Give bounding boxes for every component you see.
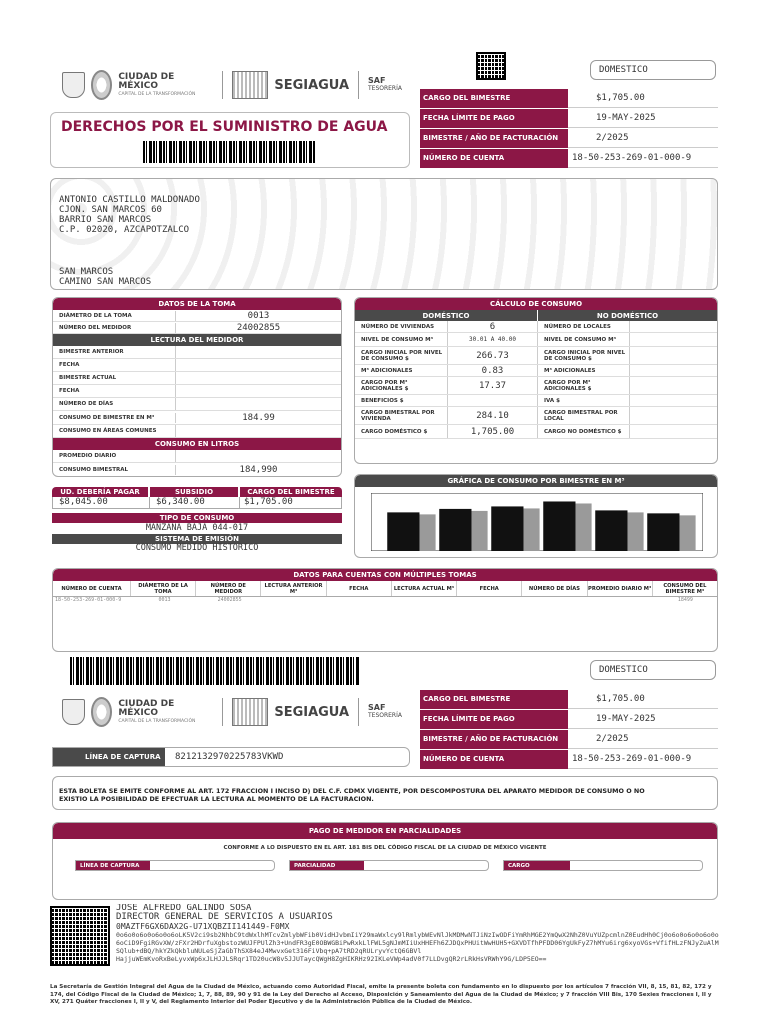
cuenta-value: 18-50-253-269-01-000-9 bbox=[568, 149, 718, 168]
qr-code-bottom bbox=[50, 906, 110, 966]
toma-row: BIMESTRE ANTERIOR bbox=[53, 346, 341, 359]
summary-row: BIMESTRE / AÑO DE FACTURACIÓN 2/2025 bbox=[420, 729, 718, 749]
debe-label: UD. DEBERÍA PAGAR bbox=[52, 487, 148, 497]
tipo-box-bottom bbox=[590, 660, 716, 680]
parcialidades-box bbox=[52, 822, 718, 900]
firma-hash-1: 0MAZTF6GX6DAX2G-U71XQBZII141449-F0MX bbox=[116, 922, 290, 931]
toma-row: PROMEDIO DIARIO bbox=[53, 450, 341, 463]
pago-cargo-value: $1,705.00 bbox=[239, 497, 341, 508]
multiples-title: DATOS PARA CUENTAS CON MÚLTIPLES TOMAS bbox=[53, 569, 717, 581]
pago-cargo-label: CARGO DEL BIMESTRE bbox=[240, 487, 342, 497]
grafica-title: GRÁFICA DE CONSUMO POR BIMESTRE EN M³ bbox=[355, 475, 717, 487]
toma-box bbox=[52, 297, 342, 477]
toma-row: CONSUMO BIMESTRAL 184,990 bbox=[53, 463, 341, 477]
barcode-bottom bbox=[70, 657, 360, 685]
multiples-col-header: NÚMERO DE CUENTA bbox=[53, 581, 131, 596]
toma-row: NÚMERO DE DÍAS bbox=[53, 398, 341, 411]
consumption-chart bbox=[371, 493, 703, 551]
multiples-data-row bbox=[53, 597, 717, 606]
header-logos bbox=[62, 68, 402, 102]
multiples-col-header: DIÁMETRO DE LA TOMA bbox=[131, 581, 196, 596]
multiples-col-header: FECHA bbox=[457, 581, 522, 596]
toma-row: FECHA bbox=[53, 359, 341, 372]
multiples-cell: 18499 bbox=[677, 597, 693, 603]
toma-row: FECHA bbox=[53, 385, 341, 398]
cdmx-logo-text bbox=[118, 73, 213, 98]
toma-row: CONSUMO EN ÁREAS COMUNES bbox=[53, 425, 341, 438]
divider bbox=[358, 71, 359, 99]
multiples-cell bbox=[587, 597, 652, 606]
cdmx-name: CIUDAD DE MÉXICO bbox=[118, 71, 175, 91]
firma-name: JOSE ALFREDO GALINDO SOSA bbox=[116, 904, 252, 913]
calculo-title: CÁLCULO DE CONSUMO bbox=[355, 298, 717, 310]
tipo-box-top bbox=[590, 60, 716, 80]
cdmx-logo-text: CIUDAD DE MÉXICO CAPITAL DE LA TRANSFORMACIÓN bbox=[118, 698, 196, 724]
address-extra-2: CAMINO SAN MARCOS bbox=[59, 277, 152, 287]
multiples-cell bbox=[261, 597, 326, 606]
grafica-box bbox=[354, 474, 718, 558]
parcialidades-text: CONFORME A LO DISPUESTO EN EL ART. 181 BIS DEL CÓDIGO FISCAL DE LA CIUDAD DE MÉXICO VIGENTE bbox=[223, 845, 547, 851]
multiples-cell: 0013 bbox=[158, 597, 171, 603]
divider bbox=[222, 698, 223, 726]
multiples-col-header: CONSUMO DEL BIMESTRE M³ bbox=[663, 582, 707, 595]
firma-hash-2: 0o6o0o6o0o6o0o6oLK5V2ci9sb2NhbC9tdWxlhMTcvZmlybWFib0VidHJvbmIiY29maWxlcy9lRmlybWEvNlJkMDMwNTJiNzIwODFiYmRhMGE2YmQwX2NhZ0VuYUZpcmlnZ0EudHh0Cj0o6o0o6o0o6o0o6oCiD9FgiRGvXW/zFXr2HDrfuXgbstozWUJFPUlZh3+UndFR3gE0OBWGBiPwRxkLlFWL5gNJmMIiUxHHEFh6ZJDQxPHUitWwHUH5+GXVDTfhPFDD06YgUkFyZ7hMYu6irg6xyoVGs+VfifHLzFNJyZuAlMSQlub+dBQ/hkYZkQkbluNULeSjZaGbThSX84eJ4MwvxGet316FiVbq+pA7tRD2qRULryvYctQ6GBVl bbox=[116, 931, 719, 955]
multiples-cell: 24002855 bbox=[217, 597, 242, 603]
segiagua-emblem-icon bbox=[232, 71, 268, 99]
address-neighborhood: BARRIO SAN MARCOS bbox=[59, 215, 152, 225]
calculo-row: M³ ADICIONALES 0.83 M³ ADICIONALES bbox=[355, 365, 717, 377]
address-box bbox=[50, 178, 718, 290]
summary-row: NÚMERO DE CUENTA 18-50-253-269-01-000-9 bbox=[420, 749, 718, 769]
summary-row bbox=[420, 148, 718, 168]
cargo-label: CARGO DEL BIMESTRE bbox=[420, 89, 568, 108]
cdmx-shield-icon bbox=[62, 72, 85, 98]
no-domestico-header: NO DOMÉSTICO bbox=[537, 310, 717, 321]
subsidio-label: SUBSIDIO bbox=[150, 487, 238, 497]
toma-row: CONSUMO DE BIMESTRE EN M³ 184.99 bbox=[53, 411, 341, 425]
summary-row: CARGO DEL BIMESTRE $1,705.00 bbox=[420, 689, 718, 709]
linea-captura bbox=[52, 747, 410, 767]
chart-bar-6 bbox=[647, 513, 679, 551]
domestico-header: DOMÉSTICO bbox=[355, 310, 537, 321]
toma-row: DIÁMETRO DE LA TOMA 0013 bbox=[53, 310, 341, 322]
multiples-cell bbox=[457, 597, 522, 606]
cdmx-shield-icon bbox=[62, 699, 85, 725]
multiples-cell bbox=[326, 597, 391, 606]
calculo-row: CARGO BIMESTRAL POR VIVIENDA 284.10 CARGO BIMESTRAL POR LOCAL bbox=[355, 407, 717, 425]
tipo-consumo-title: TIPO DE CONSUMO bbox=[52, 513, 342, 523]
address-extra-1: SAN MARCOS bbox=[59, 267, 114, 277]
calculo-row: CARGO POR M³ ADICIONALES $ 17.37 CARGO POR M³ ADICIONALES $ bbox=[355, 377, 717, 395]
captura-label: LÍNEA DE CAPTURA bbox=[53, 748, 165, 766]
cuenta-label: NÚMERO DE CUENTA bbox=[420, 149, 568, 168]
footer-legal: La Secretaría de Gestión Integral del Agua de la Ciudad de México, actuando como Autoridad Fiscal, emite la presente boleta con fundamento en lo dispuesto por los artículos 7 fracción VII, 8, 15, 81, 82, 172 y 174, del Código Fiscal de la Ciudad de México; 1, 7, 88, 89, 90 y 91 de la Ley del Derecho al Acceso, Disposición y Saneamiento del Agua de la Ciudad de México; y 7 fracción VIII Bis, 170 Sexies fracciones I, II y XV, 271 Quáter fracciones I, II y V, del Reglamento Interior del Poder Ejecutivo y de la Administración Pública de la Ciudad de México. bbox=[50, 984, 712, 1005]
chart-bar-2 bbox=[439, 509, 471, 551]
segiagua-logo: SEGIAGUA bbox=[274, 704, 350, 720]
toma-row: BIMESTRE ACTUAL bbox=[53, 372, 341, 385]
firma-block bbox=[116, 904, 720, 963]
fecha-label: FECHA LÍMITE DE PAGO bbox=[420, 109, 568, 128]
multiples-col-header: FECHA bbox=[327, 581, 392, 596]
multiples-col-header: NÚMERO DE DÍAS bbox=[522, 581, 587, 596]
divider bbox=[358, 698, 359, 726]
pago-block bbox=[52, 487, 342, 555]
sistema-value: CONSUMO MEDIDO HISTORICO bbox=[135, 543, 259, 553]
summary-row: FECHA LÍMITE DE PAGO 19-MAY-2025 bbox=[420, 709, 718, 729]
litros-title: CONSUMO EN LITROS bbox=[53, 438, 341, 450]
tipo-text-bottom: DOMESTICO bbox=[599, 665, 648, 675]
qr-code-top bbox=[476, 52, 506, 80]
summary-bottom bbox=[420, 689, 718, 769]
bimestre-value: 2/2025 bbox=[568, 129, 718, 148]
multiples-cell: 18-50-253-269-01-000-9 bbox=[55, 597, 122, 603]
multiples-box bbox=[52, 568, 718, 652]
barcode-top bbox=[143, 141, 315, 163]
summary-row bbox=[420, 128, 718, 148]
sistema-title: SISTEMA DE EMISIÓN bbox=[52, 534, 342, 544]
toma-row: NÚMERO DEL MEDIDOR 24002855 bbox=[53, 322, 341, 334]
multiples-col-header: NÚMERO DE MEDIDOR bbox=[196, 581, 261, 596]
firma-hash-3: HajjuWEmKvoRxBeLyvxWp6xJLHJJLSRqr1TD20ucW8v5JJUTaycQWgH8ZgHIKRHz92IKLeVWp4adV0f7LLDvgQR2rLRkHsVRWhY9G/LDP5EO== bbox=[116, 955, 547, 963]
bimestre-label: BIMESTRE / AÑO DE FACTURACIÓN bbox=[420, 129, 568, 148]
chart-bar-3 bbox=[491, 506, 523, 551]
saf-logo: SAF TESORERÍA bbox=[367, 76, 402, 93]
multiples-col-header: PROMEDIO DIARIO M³ bbox=[588, 581, 653, 596]
saf-logo: SAF TESORERÍA bbox=[367, 703, 402, 720]
tipo-consumo-value: MANZANA BAJA 044-017 bbox=[145, 523, 249, 533]
calculo-row: NÚMERO DE VIVIENDAS 6 NÚMERO DE LOCALES bbox=[355, 321, 717, 333]
page-title: DERECHOS POR EL SUMINISTRO DE AGUA bbox=[61, 119, 388, 135]
parc-parcialidad-field: PARCIALIDAD bbox=[289, 860, 489, 871]
summary-top bbox=[420, 88, 718, 168]
address-name: ANTONIO CASTILLO MALDONADO bbox=[59, 195, 200, 205]
address-zip: C.P. 02020, AZCAPOTZALCO bbox=[59, 225, 190, 235]
subsidio-value: $6,340.00 bbox=[149, 497, 239, 508]
parc-cargo-field: CARGO bbox=[503, 860, 703, 871]
captura-value: 8212132970225783VKWD bbox=[175, 752, 284, 762]
calculo-row: NIVEL DE CONSUMO M³ 30.01 A 40.00 NIVEL DE CONSUMO M³ bbox=[355, 333, 717, 347]
header-logos-bottom bbox=[62, 696, 402, 728]
calculo-row: CARGO DOMÉSTICO $ 1,705.00 CARGO NO DOMÉSTICO $ bbox=[355, 425, 717, 439]
calculo-box bbox=[354, 297, 718, 464]
multiples-col-header: LECTURA ACTUAL M³ bbox=[392, 581, 457, 596]
fecha-value: 19-MAY-2025 bbox=[568, 109, 718, 128]
multiples-header-row bbox=[53, 581, 717, 597]
multiples-col-header: LECTURA ANTERIOR M³ bbox=[261, 581, 326, 596]
summary-row bbox=[420, 88, 718, 108]
chart-bar-1 bbox=[387, 512, 419, 551]
parcialidades-title: PAGO DE MEDIDOR EN PARCIALIDADES bbox=[53, 823, 717, 839]
cdmx-glyph-icon bbox=[91, 70, 112, 100]
chart-bar-5 bbox=[595, 510, 627, 551]
aviso-box bbox=[52, 776, 718, 810]
parc-captura-field: LÍNEA DE CAPTURA bbox=[75, 860, 275, 871]
title-box bbox=[50, 112, 410, 168]
address-street: CJON. SAN MARCOS 60 bbox=[59, 205, 162, 215]
calculo-row: BENEFICIOS $ IVA $ bbox=[355, 395, 717, 407]
divider bbox=[222, 71, 223, 99]
tipo-text: DOMESTICO bbox=[599, 65, 648, 75]
firma-cargo: DIRECTOR GENERAL DE SERVICIOS A USUARIOS bbox=[116, 912, 333, 922]
multiples-cell bbox=[391, 597, 456, 606]
toma-title: DATOS DE LA TOMA bbox=[53, 298, 341, 310]
debe-value: $8,045.00 bbox=[59, 497, 108, 507]
multiples-cell bbox=[522, 597, 587, 606]
calculo-row: CARGO INICIAL POR NIVEL DE CONSUMO $ 266.73 CARGO INICIAL POR NIVEL DE CONSUMO $ bbox=[355, 347, 717, 365]
cdmx-glyph-icon bbox=[91, 697, 112, 727]
segiagua-emblem-icon bbox=[232, 698, 268, 726]
lectura-title: LECTURA DEL MEDIDOR bbox=[53, 334, 341, 346]
cdmx-sub: CAPITAL DE LA TRANSFORMACIÓN bbox=[118, 91, 196, 97]
aviso-line-1: ESTA BOLETA SE EMITE CONFORME AL ART. 172 FRACCION I INCISO D) DEL C.F. CDMX VIGENTE, POR DESCOMPOSTURA DEL APARATO MEDIDOR DE CONSUMO O NO bbox=[59, 787, 645, 795]
cargo-value: $1,705.00 bbox=[568, 89, 718, 108]
summary-row bbox=[420, 108, 718, 128]
chart-bar-4 bbox=[543, 501, 575, 551]
aviso-line-2: EXISTIO LA POSIBILIDAD DE EFECTUAR LA LECTURA AL MOMENTO DE LA FACTURACION. bbox=[59, 795, 374, 803]
segiagua-logo: SEGIAGUA bbox=[274, 77, 350, 93]
